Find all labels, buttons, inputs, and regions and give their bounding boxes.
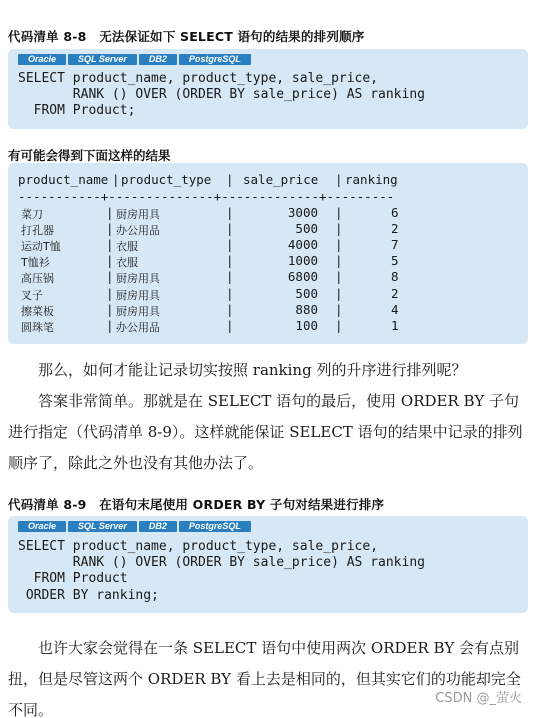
- listing-8-9-title: 代码清单 8-9 在语句末尾使用 ORDER BY 子句对结果进行排序: [8, 497, 385, 512]
- cell-ranking: 2: [391, 285, 399, 301]
- code-line: RANK () OVER (ORDER BY sale_price) AS ranking: [18, 555, 425, 570]
- header-separator: -----------+--------------+-------------+---------: [18, 189, 395, 204]
- cell-product-type: 办公用品: [116, 224, 160, 238]
- column-separator: |: [335, 269, 343, 285]
- column-separator: |: [106, 205, 114, 220]
- db-tag-sqlserver: SQL Server: [68, 54, 137, 65]
- cell-product-type: 厨房用具: [116, 272, 160, 286]
- table-row: [8, 221, 528, 237]
- code-line: FROM Product;: [18, 103, 136, 118]
- column-separator: |: [226, 221, 234, 237]
- db-tag-db2: DB2: [139, 521, 177, 532]
- column-separator: |: [106, 301, 114, 317]
- code-line: FROM Product: [18, 571, 128, 586]
- cell-product-name: 运动T恤: [21, 240, 61, 254]
- db-tag-postgresql: PostgreSQL: [179, 521, 251, 532]
- column-separator: |: [335, 301, 343, 317]
- cell-product-type: 衣服: [116, 240, 138, 254]
- cell-ranking: 8: [391, 269, 399, 285]
- db-tags: [18, 521, 251, 532]
- column-separator: |: [226, 285, 234, 301]
- db-tag-oracle: Oracle: [18, 54, 66, 65]
- cell-product-name: 叉子: [21, 288, 43, 302]
- column-separator: |: [226, 317, 234, 333]
- column-separator: |: [226, 205, 234, 220]
- column-separator: |: [335, 237, 343, 253]
- column-header: ranking: [345, 172, 398, 187]
- column-separator: |: [106, 221, 114, 237]
- cell-sale-price: 500: [295, 221, 318, 237]
- cell-sale-price: 500: [295, 285, 318, 301]
- cell-ranking: 6: [391, 205, 399, 220]
- result-heading: 有可能会得到下面这样的结果: [8, 148, 171, 163]
- paragraph: 那么，如何才能让记录切实按照 ranking 列的升序进行排列呢？: [8, 361, 467, 379]
- cell-ranking: 5: [391, 253, 399, 269]
- column-separator: |: [226, 237, 234, 253]
- cell-product-name: 擦菜板: [21, 304, 54, 318]
- table-row: [8, 237, 528, 253]
- cell-ranking: 4: [391, 301, 399, 317]
- db-tag-postgresql: PostgreSQL: [179, 54, 251, 65]
- paragraph: 也许大家会觉得在一条 SELECT 语句中使用两次 ORDER BY 会有点别扭，但是尽管这两个 ORDER BY 看上去是相同的，但其实它们的功能却完全不同。: [8, 639, 521, 718]
- column-separator: |: [335, 172, 343, 187]
- cell-product-name: T恤衫: [21, 256, 50, 270]
- column-separator: |: [106, 237, 114, 253]
- cell-product-name: 菜刀: [21, 208, 43, 221]
- column-separator: |: [112, 172, 120, 187]
- cell-product-type: 厨房用具: [116, 208, 160, 221]
- column-separator: |: [335, 317, 343, 333]
- cell-ranking: 7: [391, 237, 399, 253]
- cell-product-type: 办公用品: [116, 320, 160, 334]
- paragraph: 答案非常简单。那就是在 SELECT 语句的最后，使用 ORDER BY 子句进行指定（代码清单 8-9）。这样就能保证 SELECT 语句的结果中记录的排列顺序了，除此之外也没有其他办法了。: [8, 392, 523, 472]
- db-tag-db2: DB2: [139, 54, 177, 65]
- table-row: [8, 302, 528, 318]
- column-separator: |: [226, 253, 234, 269]
- cell-sale-price: 4000: [287, 237, 318, 253]
- cell-sale-price: 100: [295, 317, 318, 333]
- listing-8-9-code-box: [8, 516, 528, 613]
- listing-8-8-code-box: [8, 49, 528, 129]
- cell-product-type: 衣服: [116, 256, 138, 270]
- code-line: SELECT product_name, product_type, sale_price,: [18, 71, 379, 86]
- db-tag-oracle: Oracle: [18, 521, 66, 532]
- listing-8-8-title: 代码清单 8-8 无法保证如下 SELECT 语句的结果的排列顺序: [8, 29, 365, 44]
- cell-sale-price: 6800: [287, 269, 318, 285]
- cell-sale-price: 3000: [287, 205, 318, 220]
- column-separator: |: [106, 285, 114, 301]
- db-tag-sqlserver: SQL Server: [68, 521, 137, 532]
- table-row: [8, 286, 528, 302]
- result-table: [8, 163, 528, 344]
- cell-product-name: 高压锅: [21, 272, 54, 286]
- cell-product-name: 打孔器: [21, 224, 54, 238]
- column-separator: |: [106, 253, 114, 269]
- code-line: SELECT product_name, product_type, sale_price,: [18, 539, 379, 554]
- column-separator: |: [335, 221, 343, 237]
- watermark: CSDN @_萤火: [435, 691, 522, 706]
- column-header: product_name: [18, 172, 109, 187]
- cell-product-type: 厨房用具: [116, 288, 160, 302]
- table-row: [8, 318, 528, 334]
- code-line: ORDER BY ranking;: [18, 588, 159, 603]
- table-row: [8, 253, 528, 269]
- cell-ranking: 1: [391, 317, 399, 333]
- cell-product-type: 厨房用具: [116, 304, 160, 318]
- db-tags: [18, 54, 251, 65]
- cell-product-name: 圆珠笔: [21, 320, 54, 334]
- column-separator: |: [335, 253, 343, 269]
- column-separator: |: [226, 301, 234, 317]
- cell-sale-price: 880: [295, 301, 318, 317]
- table-row: [8, 205, 528, 221]
- cell-sale-price: 1000: [287, 253, 318, 269]
- column-separator: |: [335, 285, 343, 301]
- column-header: sale_price: [243, 172, 319, 187]
- column-separator: |: [226, 172, 234, 187]
- column-separator: |: [226, 269, 234, 285]
- column-header: product_type: [121, 172, 212, 187]
- column-separator: |: [335, 205, 343, 220]
- cell-ranking: 2: [391, 221, 399, 237]
- table-row: [8, 269, 528, 285]
- column-separator: |: [106, 269, 114, 285]
- column-separator: |: [106, 317, 114, 333]
- code-line: RANK () OVER (ORDER BY sale_price) AS ranking: [18, 87, 425, 102]
